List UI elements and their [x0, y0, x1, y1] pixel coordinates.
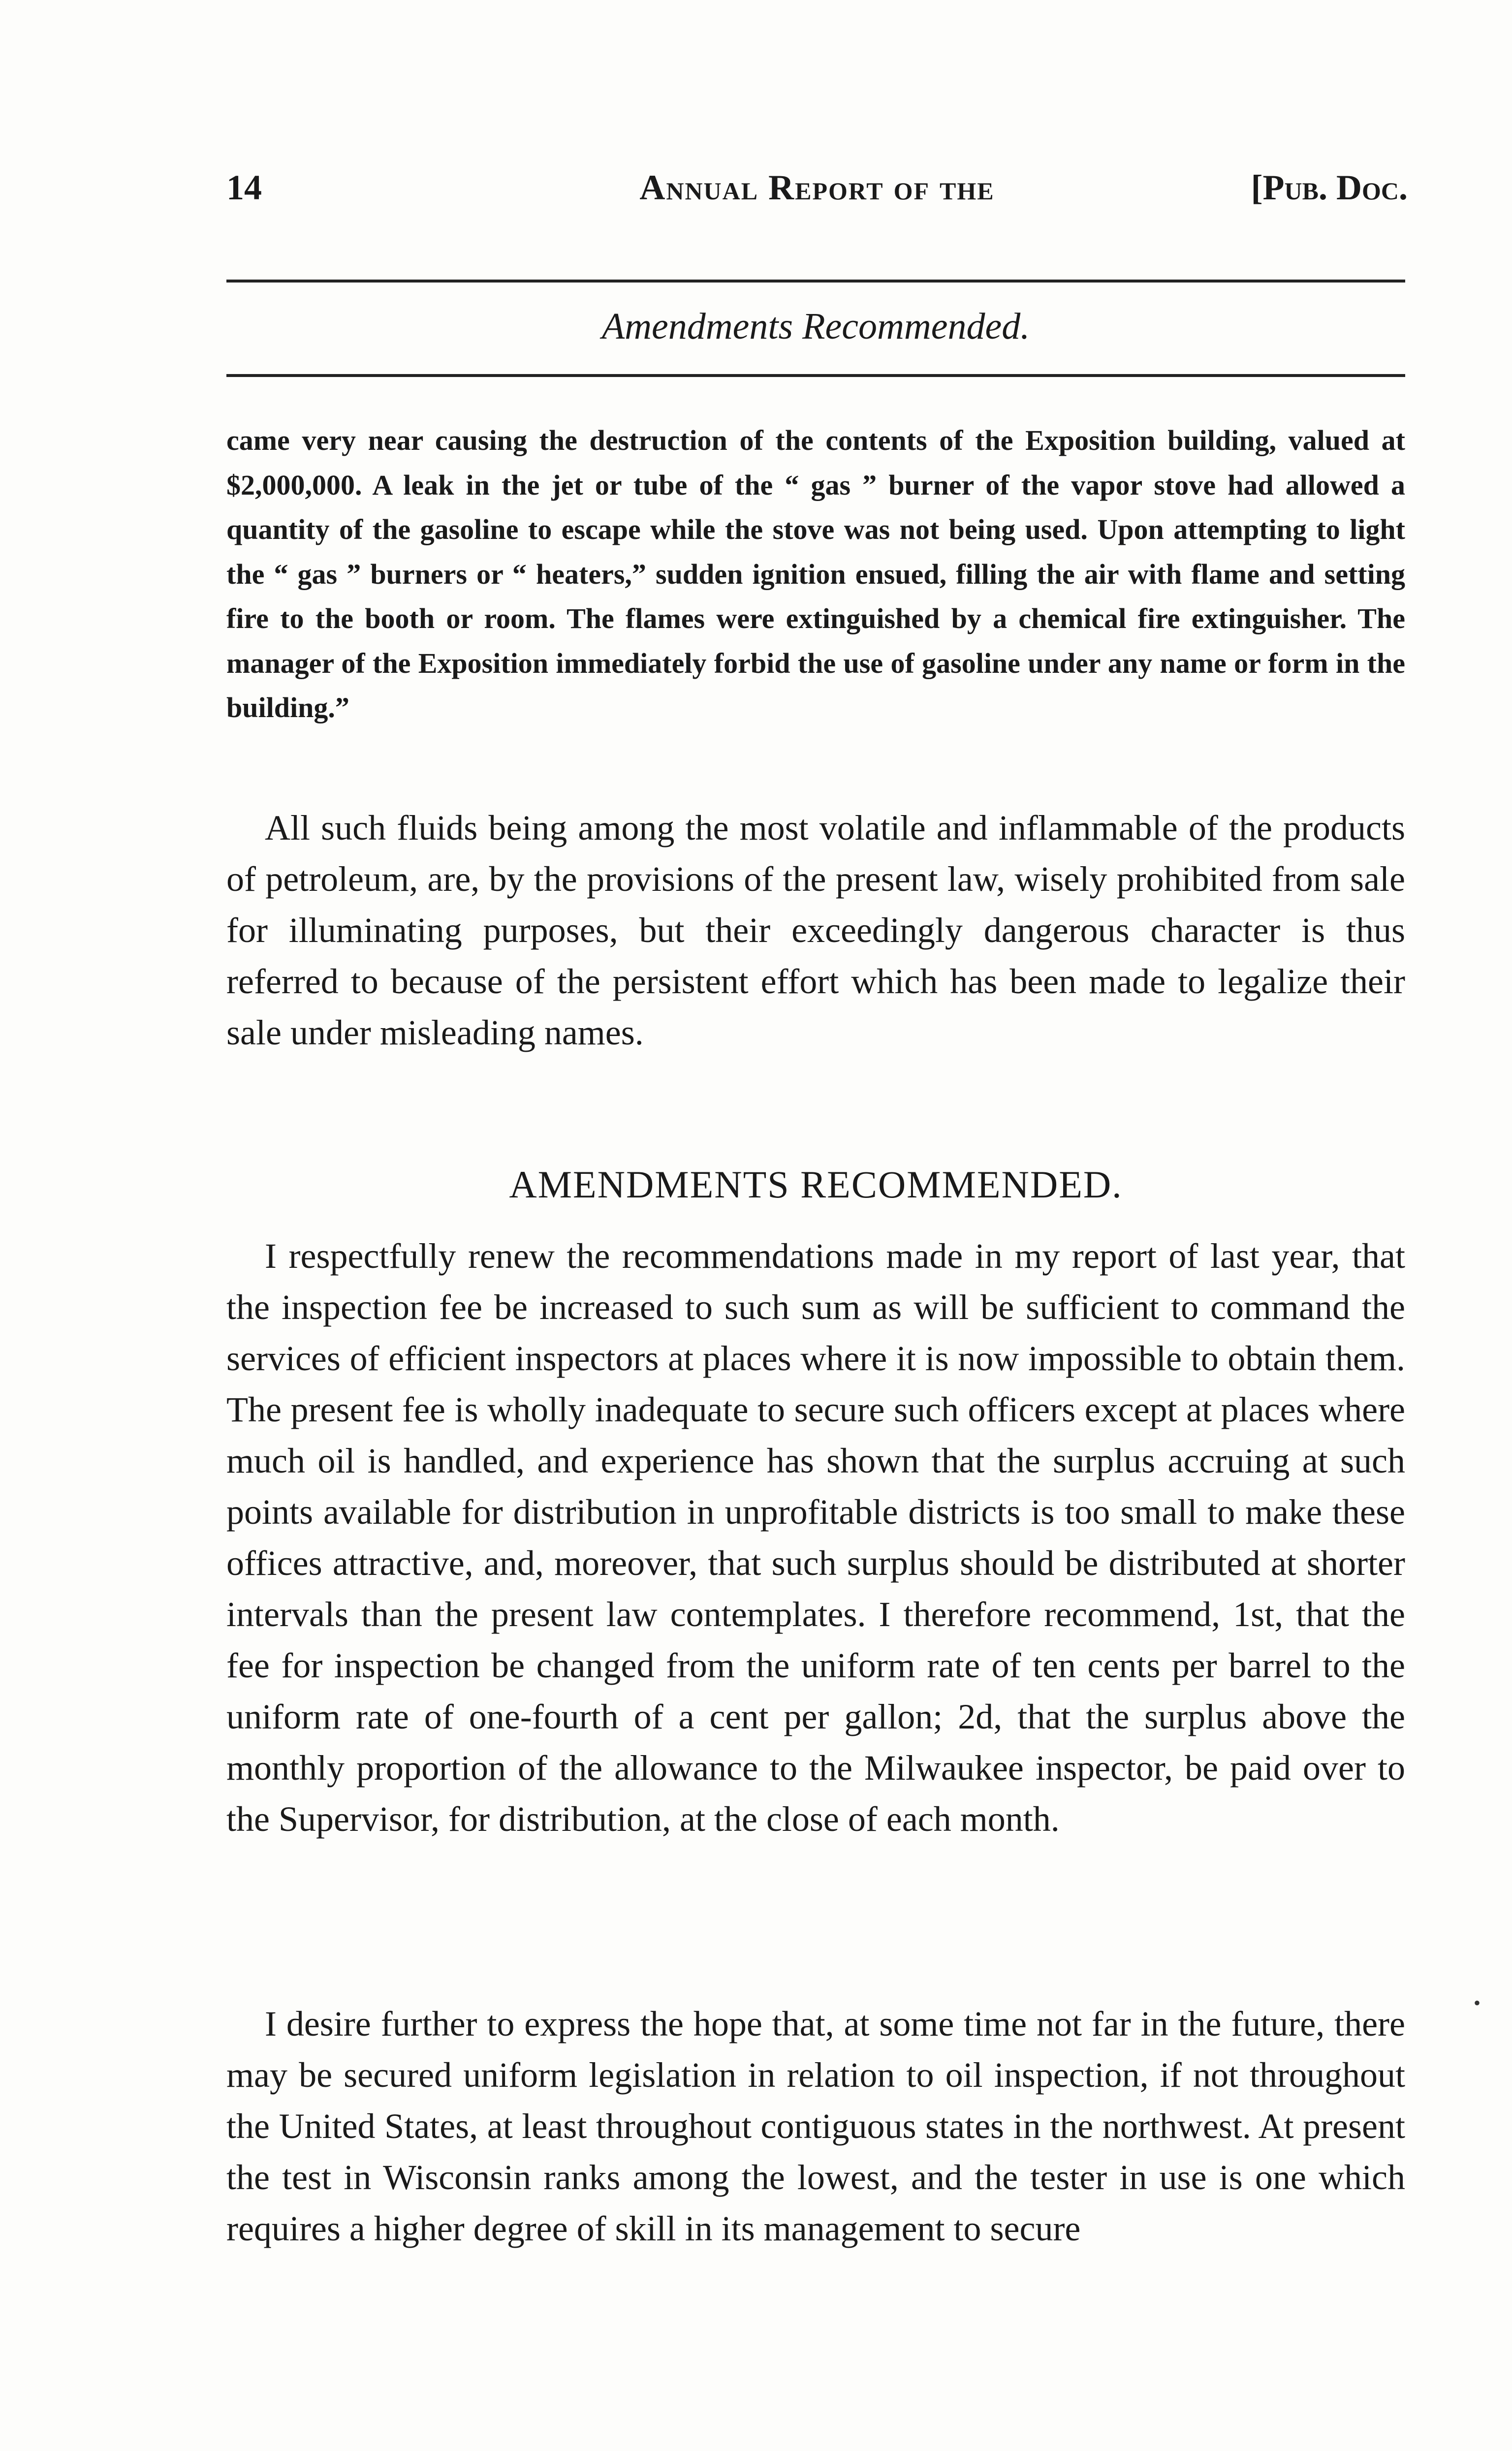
body-paragraph-2	[226, 1230, 1405, 1845]
body-paragraph-1	[226, 802, 1405, 1058]
stray-ink-mark: •	[1474, 1992, 1481, 2014]
document-marker: [Pub. Doc.	[1251, 168, 1408, 207]
page-number: 14	[226, 168, 262, 207]
header-rule-top	[226, 280, 1405, 283]
paragraph-text: I respectfully renew the recommendations made in my report of last year, that the inspection fee be increased to such sum as will be sufficient to command the services of efficient inspectors at places where it is now impossible to obtain them. The present fee is wholly inadequate to secure such officers except at places where much oil is handled, and experience has shown that the surplus accruing at such points available for distribution in unprofitable districts is too small to make these offices attractive, and, moreover, that such surplus should be distributed at shorter intervals than the present law contemplates. I therefore recommend, 1st, that the fee for inspection be changed from the uniform rate of ten cents per barrel to the uniform rate of one-fourth of a cent per gallon; 2d, that the surplus above the monthly proportion of the allowance to the Milwaukee inspector, be paid over to the Supervisor, for distribution, at the close of each month.	[226, 1236, 1405, 1839]
section-heading: AMENDMENTS RECOMMENDED.	[509, 1163, 1123, 1206]
paragraph-text: All such fluids being among the most volatile and inflammable of the products of petroleum, are, by the provisions of the present law, wisely prohibited from sale for illuminating purposes, but their exceedingly dangerous character is thus referred to because of the persistent effort which has been made to legalize their sale under misleading names.	[226, 808, 1405, 1052]
header-rule-bottom	[226, 374, 1405, 377]
body-paragraph-3	[226, 1998, 1405, 2254]
quoted-passage: came very near causing the destruction of the contents of the Exposition building, valued at $2,000,000. A leak in the jet or tube of the “ gas ” burner of the vapor stove had allowed a quantity of the gasoline to escape while the stove was not being used. Upon attempting to light the “ gas ” burners or “ heaters,” sudden ignition ensued, filling the air with flame and setting fire to the booth or room. The flames were extinguished by a chemical fire extinguisher. The manager of the Exposition immediately forbid the use of gasoline under any name or form in the building.”	[226, 424, 1405, 723]
running-title: Annual Report of the	[639, 168, 995, 207]
section-subtitle: Amendments Recommended.	[601, 306, 1030, 347]
paragraph-text: I desire further to express the hope that, at some time not far in the future, there may be secured uniform legislation in relation to oil inspection, if not throughout the United States, at least throughout contiguous states in the northwest. At present the test in Wisconsin ranks among the lowest, and the tester in use is one which requires a higher degree of skill in its management to secure	[226, 2004, 1405, 2248]
page-header	[226, 167, 1408, 217]
